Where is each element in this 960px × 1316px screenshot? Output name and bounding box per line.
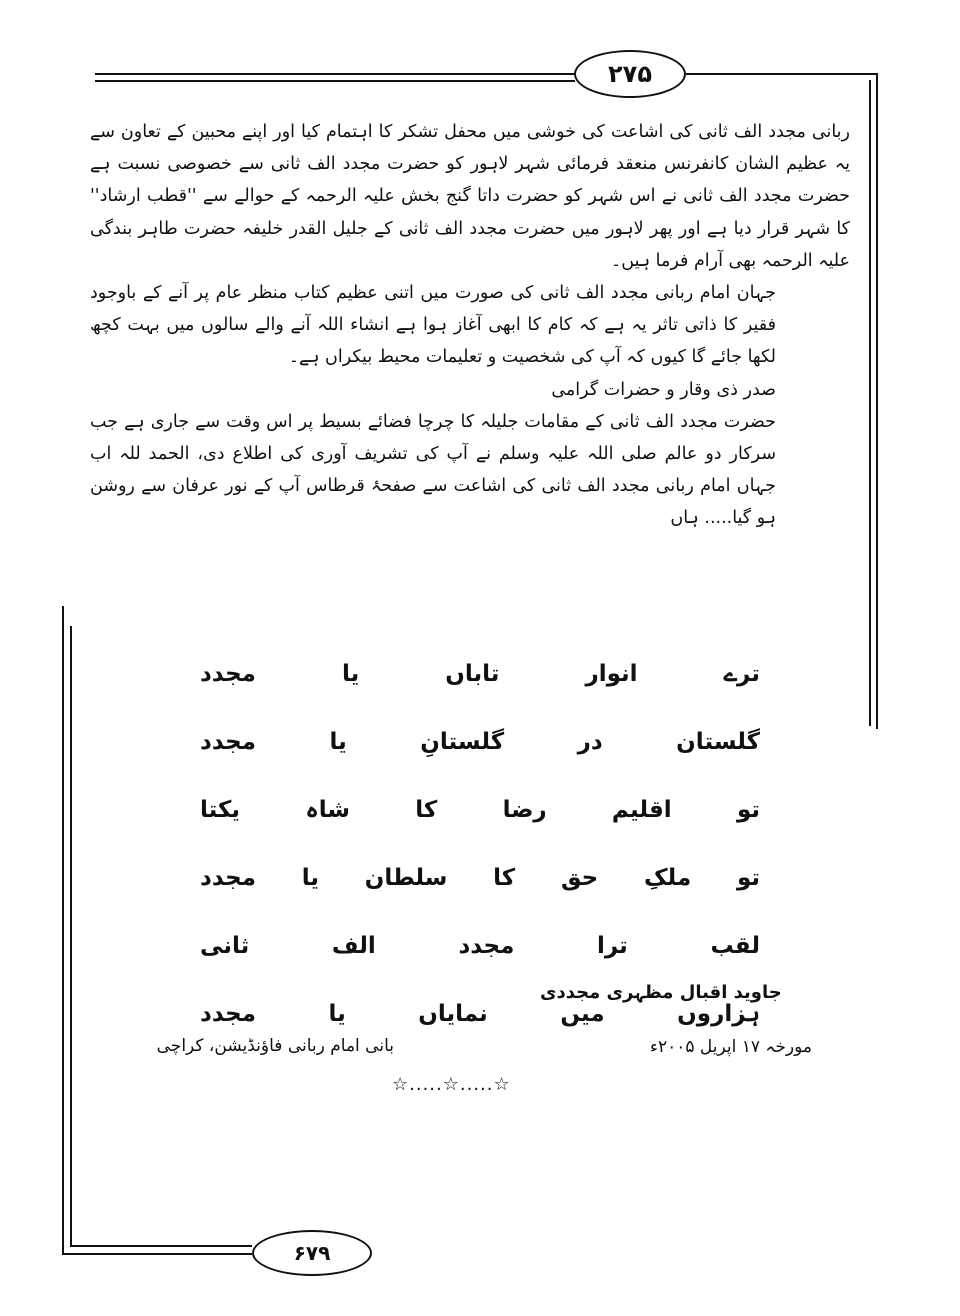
- letter-date: مورخہ ۱۷ اپریل ۲۰۰۵ء: [649, 1037, 812, 1057]
- poem-word: یا: [328, 1001, 346, 1027]
- poem-word: ترے: [723, 661, 760, 687]
- author-name: جاوید اقبال مظہری مجددی: [540, 982, 782, 1003]
- poem-word: یا: [329, 729, 347, 755]
- paragraph-3: حضرت مجدد الف ثانی کے مقامات جلیلہ کا چرچا فضائے بسیط پر اس وقت سے جاری ہے جب سرکار دو عالم صلی اللہ علیہ وسلم نے آپ کی تشریف آوری کی اطلاع دی، الحمد للہ اب جہاں امام ربانی مجدد الف ثانی کی اشاعت سے صفحۂ قرطاس آپ کے نور عرفان سے روشن ہو گیا..... ہاں: [90, 411, 776, 529]
- frame-line-top: [95, 73, 575, 75]
- frame-line-right: [876, 73, 878, 729]
- frame-line-bottom-inner: [70, 1245, 252, 1247]
- poem-word: مجدد: [200, 1001, 256, 1027]
- poem-word: لقب: [710, 933, 760, 959]
- poem-word: یکتا: [200, 797, 241, 823]
- address-heading: صدر ذی وقار و حضرات گرامی: [551, 379, 776, 400]
- poem-word: ملکِ: [644, 865, 692, 891]
- poem-line-4: [200, 844, 760, 912]
- top-page-number: ۲۷۵: [574, 50, 686, 98]
- poem-word: یا: [301, 865, 319, 891]
- frame-line-left: [62, 606, 64, 1254]
- poem-word: الف: [331, 933, 376, 959]
- bottom-page-number: ۶۷۹: [252, 1230, 372, 1276]
- poem-word: مجدد: [200, 661, 256, 687]
- frame-line-top-inner: [95, 80, 575, 82]
- poem-word: مجدد: [458, 933, 515, 959]
- poem-word: مجدد: [200, 729, 256, 755]
- poem-word: رضا: [502, 797, 547, 823]
- author-organization: بانی امام ربانی فاؤنڈیشن، کراچی: [156, 1036, 394, 1056]
- poem-word: میں: [560, 1001, 605, 1027]
- star-ornament: ☆.....☆.....☆: [392, 1074, 511, 1095]
- poem-word: تاباں: [445, 661, 500, 687]
- poem-word: ثانی: [200, 933, 250, 959]
- frame-line-right-inner: [869, 80, 871, 726]
- poem-line-3: [200, 776, 760, 844]
- poem-word: تو: [736, 797, 760, 823]
- paragraph-1: ربانی مجدد الف ثانی کی اشاعت کی خوشی میں محفل تشکر کا اہتمام کیا اور اپنے محبین کے تعاون سے یہ عظیم الشان کانفرنس منعقد فرمائی شہر لاہور کو حضرت مجدد الف ثانی سے خصوصی نسبت ہے حضرت مجدد الف ثانی نے اس شہر کو حضرت داتا گنج بخش علیہ الرحمہ کے حوالے سے ''قطب ارشاد'' کا شہر قرار دیا ہے اور پھر لاہور میں حضرت مجدد الف ثانی کے جلیل القدر خلیفہ حضرت طاہر بندگی علیہ الرحمہ بھی آرام فرما ہیں۔: [90, 122, 850, 271]
- paragraph-2: جہان امام ربانی مجدد الف ثانی کی صورت میں اتنی عظیم کتاب منظر عام پر آنے کے باوجود فقیر کا ذاتی تاثر یہ ہے کہ کام کا ابھی آغاز ہوا ہے انشاء اللہ آنے والے سالوں میں بہت کچھ لکھا جائے گا کیوں کہ آپ کی شخصیت و تعلیمات محیط بیکراں ہے۔: [90, 283, 776, 368]
- poem-word: گلستانِ: [420, 729, 505, 755]
- poem-word: اقلیم: [611, 797, 672, 823]
- poem-word: ہزاروں: [677, 1001, 760, 1027]
- poem-word: گلستان: [676, 729, 760, 755]
- poem-line-1: [200, 640, 760, 708]
- poem-word: شاہ: [305, 797, 351, 823]
- poem-word: ترا: [596, 933, 628, 959]
- poem-word: یا: [341, 661, 360, 687]
- poem-word: مجدد: [200, 865, 256, 891]
- poem-line-2: [200, 708, 760, 776]
- frame-line-left-inner: [70, 626, 72, 1246]
- poem-word: در: [577, 729, 603, 755]
- poem-word: حق: [560, 865, 599, 891]
- poem-word: تو: [736, 865, 760, 891]
- poem-word: انوار: [585, 661, 638, 687]
- poem-word: نمایاں: [418, 1001, 488, 1027]
- body-text: [90, 116, 850, 535]
- poem-word: کا: [415, 797, 438, 823]
- frame-line-bottom: [62, 1253, 252, 1255]
- poem-line-5: [200, 912, 760, 980]
- poem-word: سلطان: [364, 865, 448, 891]
- frame-line-top-right: [686, 73, 878, 75]
- poem-word: کا: [493, 865, 516, 891]
